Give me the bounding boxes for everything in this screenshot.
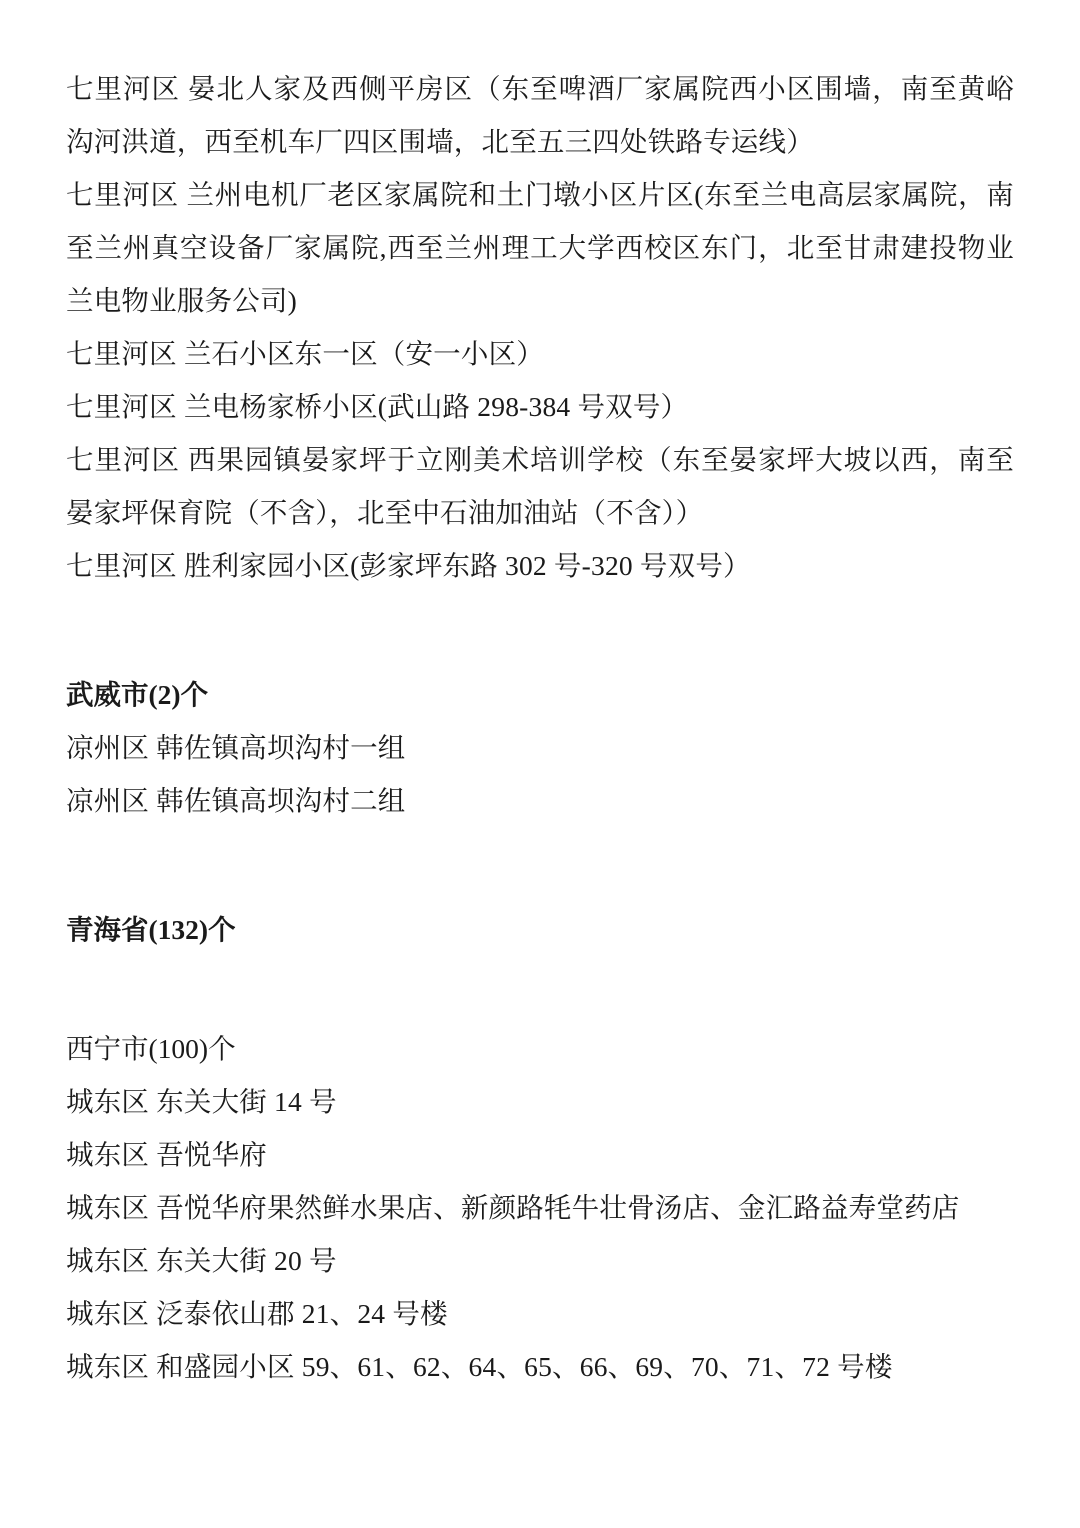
entry-qilihe-3: 七里河区 兰石小区东一区（安一小区） bbox=[66, 338, 544, 369]
document-body bbox=[66, 62, 1014, 1393]
entry-chengdong-5: 城东区 泛泰依山郡 21、24 号楼 bbox=[66, 1298, 448, 1329]
entry-liangzhou-1: 凉州区 韩佐镇高坝沟村一组 bbox=[66, 732, 406, 763]
gap-after-lanzhou bbox=[66, 592, 1014, 668]
entry-chengdong-3: 城东区 吾悦华府果然鲜水果店、新颜路牦牛壮骨汤店、金汇路益寿堂药店 bbox=[66, 1192, 960, 1223]
city-heading-xining: 西宁市(100)个 bbox=[66, 1033, 236, 1064]
gap-after-qinghai-heading bbox=[66, 956, 1014, 1022]
gap-after-wuwei bbox=[66, 827, 1014, 903]
entry-qilihe-6: 七里河区 胜利家园小区(彭家坪东路 302 号-320 号双号） bbox=[66, 550, 751, 581]
entry-qilihe-5: 七里河区 西果园镇晏家坪于立刚美术培训学校（东至晏家坪大坡以西，南至晏家坪保育院（不含），北至中石油加油站（不含）） bbox=[66, 444, 1014, 528]
entry-chengdong-2: 城东区 吾悦华府 bbox=[66, 1139, 267, 1170]
entry-chengdong-4: 城东区 东关大街 20 号 bbox=[66, 1245, 337, 1276]
city-heading-wuwei: 武威市(2)个 bbox=[66, 679, 209, 710]
entry-qilihe-1: 七里河区 晏北人家及西侧平房区（东至啤酒厂家属院西小区围墙，南至黄峪沟河洪道，西至机车厂四区围墙，北至五三四处铁路专运线） bbox=[66, 73, 1014, 157]
province-heading-qinghai: 青海省(132)个 bbox=[66, 914, 236, 945]
entry-liangzhou-2: 凉州区 韩佐镇高坝沟村二组 bbox=[66, 785, 406, 816]
entry-qilihe-2: 七里河区 兰州电机厂老区家属院和土门墩小区片区(东至兰电高层家属院，南至兰州真空设备厂家属院,西至兰州理工大学西校区东门，北至甘肃建投物业兰电物业服务公司) bbox=[66, 179, 1014, 316]
entry-chengdong-1: 城东区 东关大街 14 号 bbox=[66, 1086, 337, 1117]
entry-chengdong-6: 城东区 和盛园小区 59、61、62、64、65、66、69、70、71、72 号楼 bbox=[66, 1351, 893, 1382]
entry-qilihe-4: 七里河区 兰电杨家桥小区(武山路 298-384 号双号） bbox=[66, 391, 689, 422]
